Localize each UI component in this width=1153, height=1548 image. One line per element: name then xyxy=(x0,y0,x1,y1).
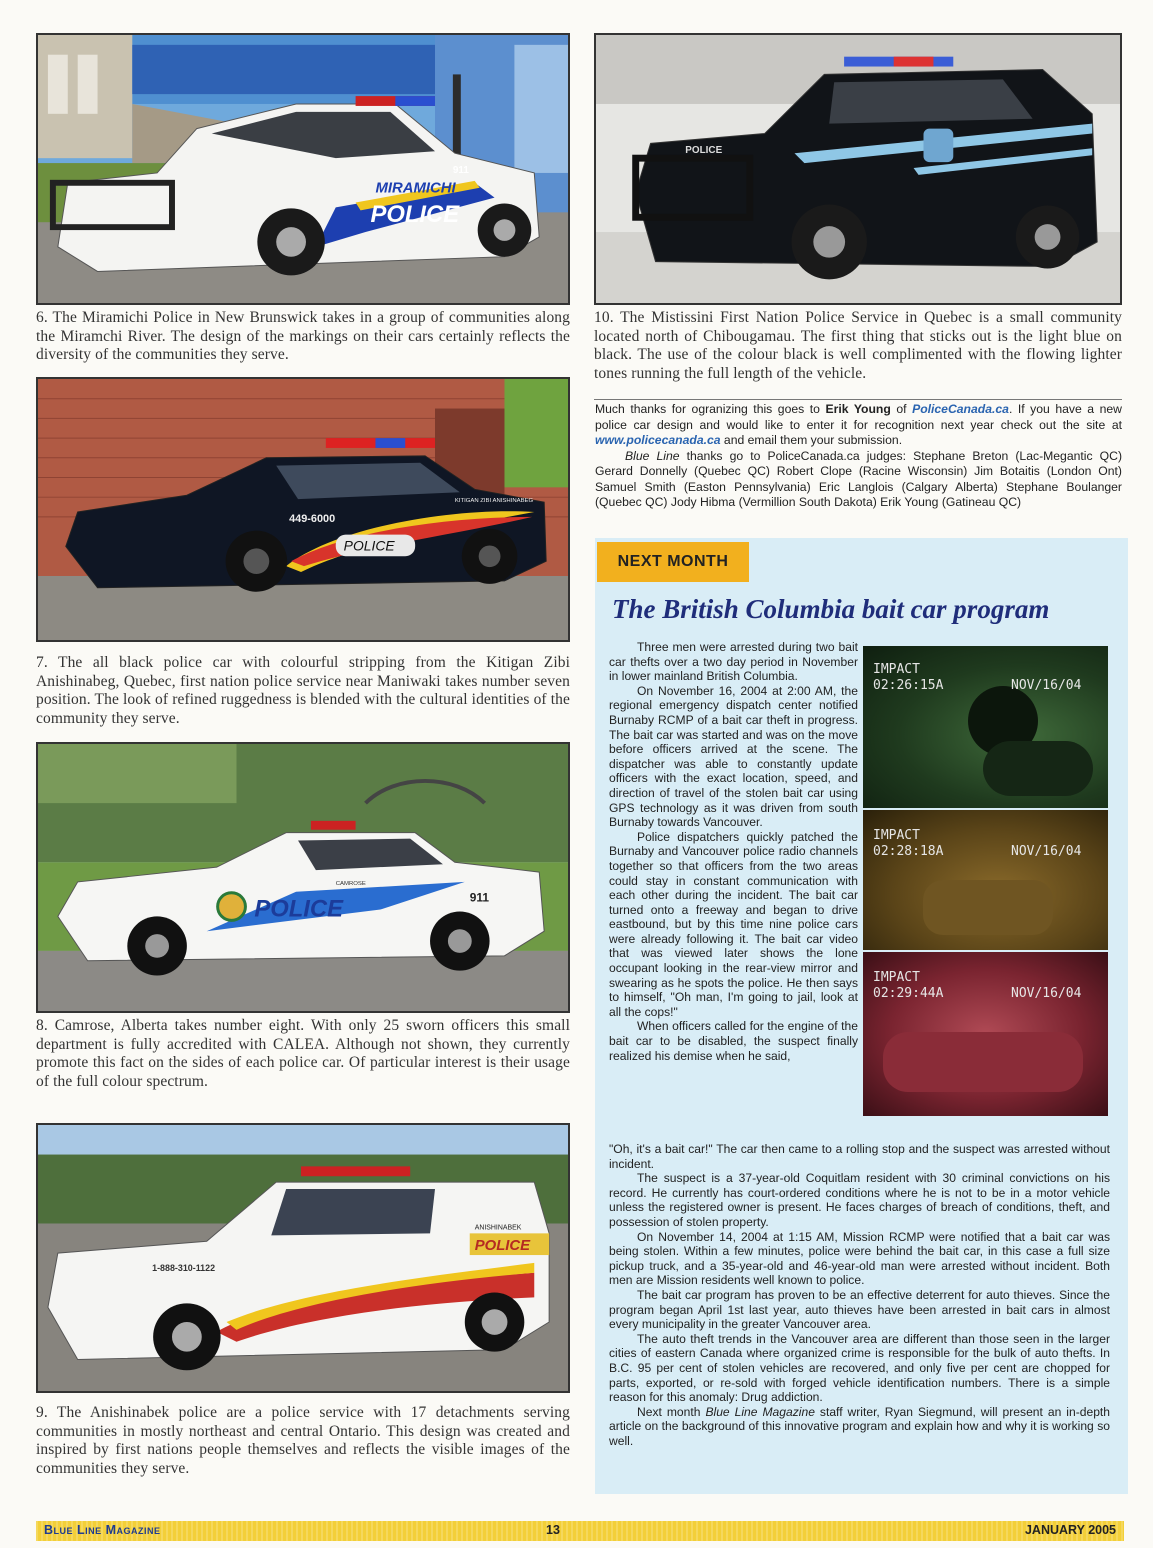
magazine-name: Blue Line Magazine xyxy=(705,1404,815,1419)
judges-paragraph xyxy=(595,449,1122,511)
article-paragraph: The suspect is a 37-year-old Coquitlam resident with 30 criminal convictions on his record. He currently has court-ordered conditions where he is not to be in a motor vehicle unless the registered owner is present. He faces charges of breach of conditions, theft, and possession of stolen property. xyxy=(609,1171,1110,1229)
frame-label: IMPACT xyxy=(873,828,920,843)
photo-text-phone: 449-6000 xyxy=(289,512,336,525)
article-paragraph: Three men were arrested during two bait car thefts over a two day period in November in lower mainland British Columbia. xyxy=(609,640,858,684)
car-interior xyxy=(883,1032,1083,1092)
photo-miramichi-police-car xyxy=(36,33,570,305)
bait-car-video-frame-1 xyxy=(863,646,1108,808)
photo-text-police: POLICE xyxy=(343,537,395,554)
article-paragraph-closing xyxy=(609,1405,1110,1449)
caption-8: 8. Camrose, Alberta takes number eight. With only 25 sworn officers this small department is fully accredited with CALEA. Although not shown, they currently promote this fact on the sides of each police car. Of particular interest is their usage of the full colour spectrum. xyxy=(36,1017,570,1090)
photo-text-phone: 1-888-310-1122 xyxy=(152,1262,216,1273)
caption-10: 10. The Mistissini First Nation Police Service in Quebec is a small community located north of Chibougamau. The first thing that sticks out is the light blue on black. The use of the colour black is well complimented with the flowing lighter tones running the full length of the vehicle. xyxy=(594,309,1122,382)
suspect-arm xyxy=(983,741,1093,796)
thanks-text: and email them your submission. xyxy=(720,433,903,447)
footer-magazine-name: Blue Line Magazine xyxy=(44,1523,161,1537)
frame-date: NOV/16/04 xyxy=(1011,986,1082,1001)
frame-date: NOV/16/04 xyxy=(1011,844,1082,859)
caption-6: 6. The Miramichi Police in New Brunswick takes in a group of communities along the Miramchi River. The design of the markings on their cars certainly reflects the diversity of the communities they serve. xyxy=(36,309,570,364)
magazine-name: Blue Line xyxy=(625,448,680,463)
article-column xyxy=(609,640,858,1063)
article-full-width xyxy=(609,1142,1110,1448)
bait-car-video-frame-2 xyxy=(863,810,1108,950)
article-paragraph: The auto theft trends in the Vancouver area are different than those seen in the larger cities of eastern Canada where organized crime is responsible for the bulk of auto thefts. In B.C. 95 per cent of stolen vehicles are recovered, and only five per cent are chopped for parts, exported, or re-sold with forged vehicle identification numbers. There is a simple reason for this anomaly: Drug addiction. xyxy=(609,1331,1110,1405)
policecanada-link[interactable]: PoliceCanada.ca xyxy=(912,402,1009,416)
thanks-text: . If you have a new police car design and would like to enter it for recognition next year check out the site at xyxy=(595,402,1122,432)
closing-text: staff writer, Ryan Siegmund, will present an in-depth article on the background of this innovative program and explain how and why it is working so well. xyxy=(609,1404,1111,1448)
photo-text-kitigan-zibi: KITIGAN ZIBI ANISHINABEG xyxy=(454,498,534,505)
policecanada-url-link[interactable]: www.policecanada.ca xyxy=(595,433,721,447)
photo-text-anishinabek: ANISHINABEK xyxy=(474,1224,522,1232)
frame-date: NOV/16/04 xyxy=(1011,678,1082,693)
next-month-title: The British Columbia bait car program xyxy=(612,594,1050,624)
photo-text-police: POLICE xyxy=(685,145,723,157)
article-paragraph: The bait car program has proven to be an effective deterrent for auto thieves. Since the program began April 1st last year, auto thieves have been arrested in bait cars in almost every municipality in the greater Vancouver area. xyxy=(609,1287,1110,1332)
thanks-paragraph xyxy=(595,402,1122,449)
bait-car-video-frame-3 xyxy=(863,952,1108,1116)
photo-text-police: POLICE xyxy=(474,1238,531,1255)
photo-mistissini-police-suv xyxy=(594,33,1122,305)
article-paragraph-lead: "Oh, it's a bait car!" The car then came to a rolling stop and the suspect was arrested without incident. xyxy=(609,1142,1110,1171)
thanks-divider xyxy=(594,399,1122,400)
article-paragraph: On November 16, 2004 at 2:00 AM, the regional emergency dispatch center notified Burnaby RCMP of a bait car theft in progress. The bait car was started and was on the move before officers arrived at the scene. The dispatcher was able to constantly update officers with the exact location, speed, and direction of travel of the stolen bait car using GPS technology as it was driven from south Burnaby towards Vancouver. xyxy=(609,683,858,830)
photo-text-911: 911 xyxy=(452,164,469,176)
thanks-name: Erik Young xyxy=(825,402,891,416)
frame-time: 02:28:18A xyxy=(873,844,944,859)
page-footer xyxy=(36,1521,1124,1541)
photo-text-miramichi: MIRAMICHI xyxy=(375,180,456,197)
thanks-text: Much thanks for ogranizing this goes to xyxy=(595,402,826,416)
article-paragraph: On November 14, 2004 at 1:15 AM, Mission RCMP were notified that a bait car was being stolen. Within a few minutes, police were behind the bait car, in this case a full size pickup truck, and a 35-year-old and 46-year-old man were arrested without incident. Both men are Mission residents well known to police. xyxy=(609,1229,1110,1288)
photo-camrose-police-car xyxy=(36,742,570,1013)
frame-label: IMPACT xyxy=(873,662,920,677)
thanks-block xyxy=(595,402,1122,511)
article-paragraph: When officers called for the engine of the bait car to be disabled, the suspect finally realized his demise when he said, xyxy=(609,1019,858,1063)
frame-time: 02:29:44A xyxy=(873,986,944,1001)
photo-text-camrose: CAMROSE xyxy=(335,880,366,887)
frame-label: IMPACT xyxy=(873,970,920,985)
footer-page-number: 13 xyxy=(546,1523,560,1537)
article-paragraph: Police dispatchers quickly patched the Burnaby and Vancouver police radio channels together so that officers from the two areas could stay in constant communication with each other during the incident. The bait car turned onto a freeway and began to drive eastbound, but by this time nine police cars were already following it. The bait car video that was viewed later shows the lone occupant looking in the rear-view mirror and swearing as he spots the police. He then says to himself, "Oh man, I'm going to jail, look at all the cops!" xyxy=(609,829,858,1019)
photo-text-police: POLICE xyxy=(370,202,460,229)
caption-9: 9. The Anishinabek police are a police service with 17 detachments serving communities in mostly northeast and central Ontario. This design was created and inspired by first nations people themselves and reflects the visible images of the communities they serve. xyxy=(36,1404,570,1477)
footer-date: JANUARY 2005 xyxy=(1024,1523,1116,1537)
photo-kitigan-zibi-police-car xyxy=(36,377,570,642)
car-interior xyxy=(923,880,1053,935)
next-month-tag: NEXT MONTH xyxy=(597,542,749,582)
photo-text-911: 911 xyxy=(469,890,489,905)
caption-7: 7. The all black police car with colourful stripping from the Kitigan Zibi Anishinabeg, Quebec, first nation police service near Maniwaki takes number seven position. The look of refined ruggedness is blended with the cultural identities of the community they serve. xyxy=(36,654,570,727)
judges-text: thanks go to PoliceCanada.ca judges: Stephane Breton (Lac-Megantic QC) Gerard Donnelly (Quebec QC) Robert Clope (Racine Wisconsin) Jim Botaitis (London Ont) Samuel Smith (Easton Pennsylvania) Eric Langlois (Calgary Alberta) Stephane Boulanger (Quebec QC) Jody Hibma (Vermillion South Dakota) Erik Young (Gatineau QC) xyxy=(595,448,1123,509)
photo-text-police: POLICE xyxy=(254,896,343,923)
closing-text: Next month xyxy=(637,1404,706,1419)
frame-time: 02:26:15A xyxy=(873,678,944,693)
photo-anishinabek-police-suv xyxy=(36,1123,570,1393)
thanks-text: of xyxy=(890,402,913,416)
